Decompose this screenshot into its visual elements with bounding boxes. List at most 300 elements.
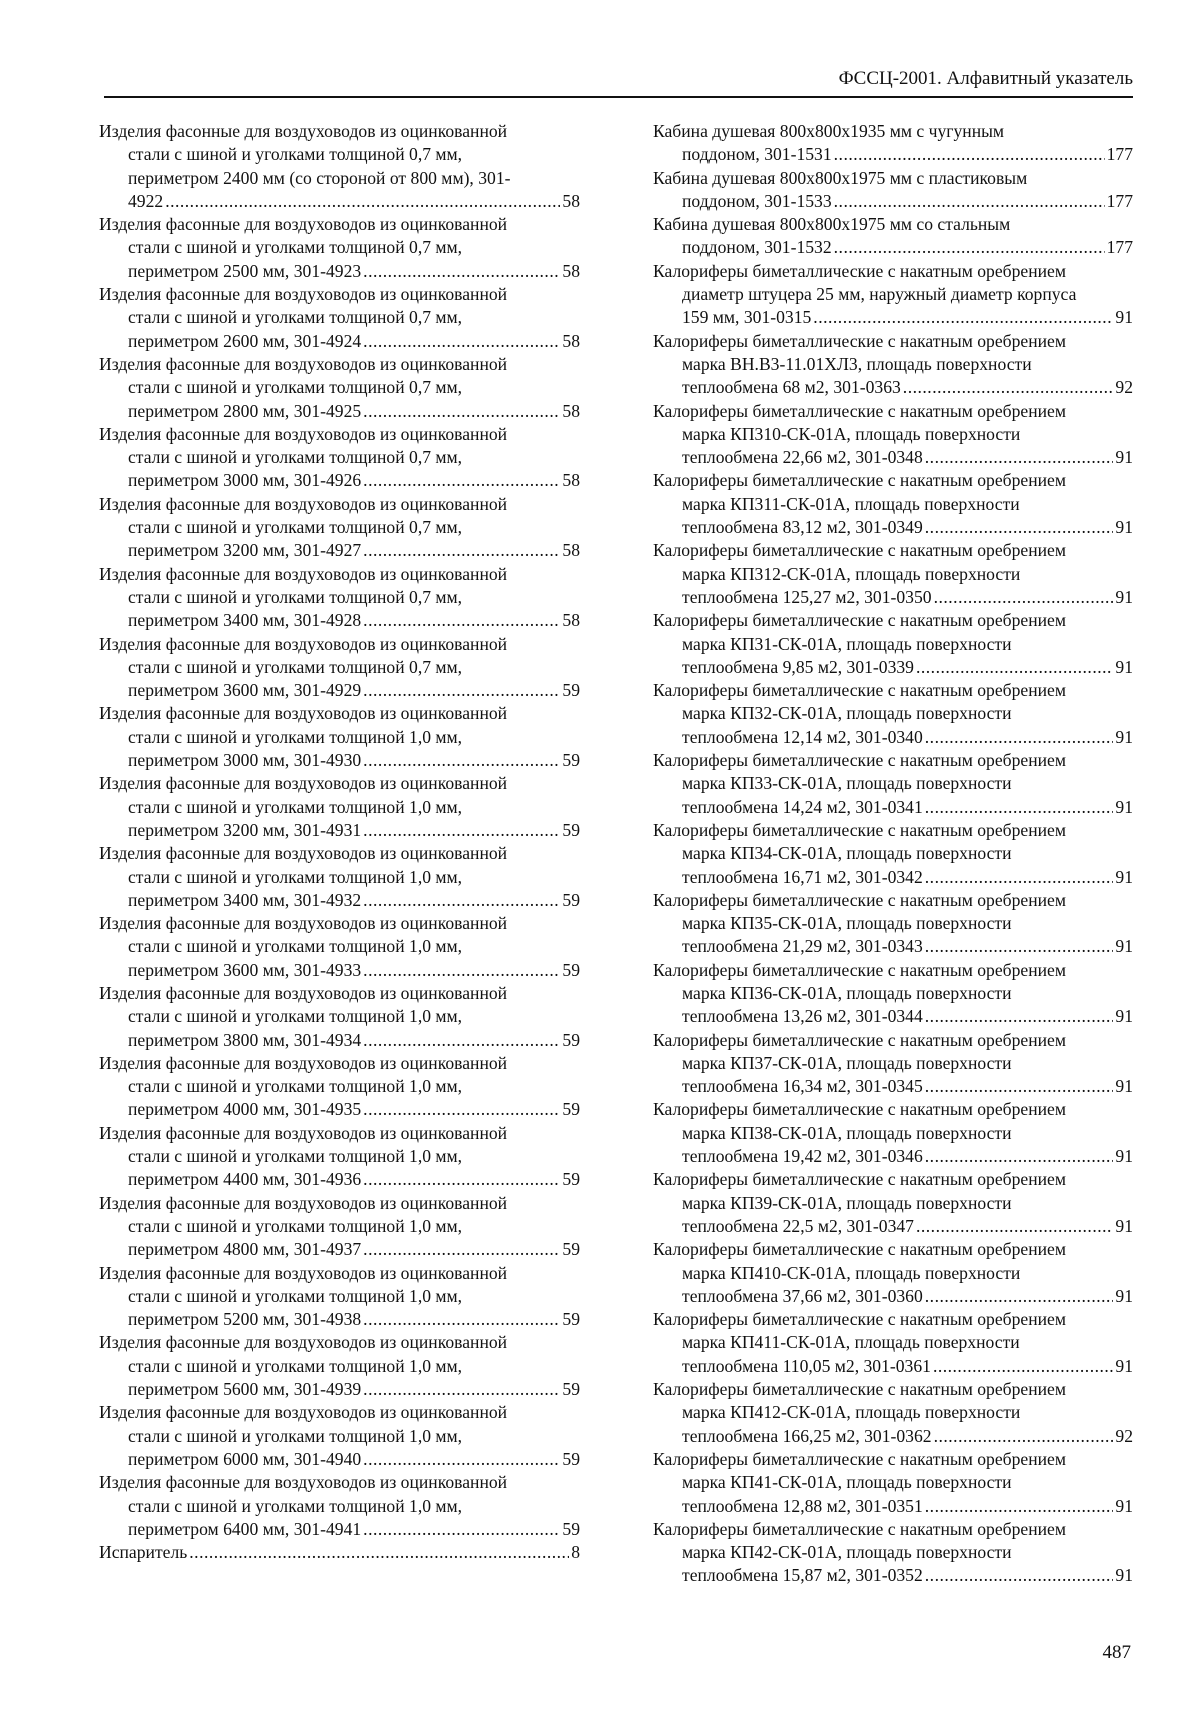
entry-page-ref: 91 bbox=[1115, 726, 1133, 747]
entry-text: стали с шиной и уголками толщиной 0,7 мм, bbox=[128, 377, 463, 398]
entry-text: Калориферы биметаллические с накатным оребрением bbox=[653, 1169, 1066, 1190]
dot-leader bbox=[363, 1448, 560, 1471]
entry-text: стали с шиной и уголками толщиной 0,7 мм, bbox=[128, 517, 463, 538]
entry-text: Изделия фасонные для воздуховодов из оцинкованной bbox=[99, 982, 508, 1003]
dot-leader bbox=[363, 400, 560, 423]
entry-text: теплообмена 13,26 м2, 301-0344 bbox=[682, 1006, 923, 1027]
dot-leader bbox=[363, 609, 560, 632]
entry-page-ref: 59 bbox=[562, 1239, 580, 1260]
entry-page-ref: 91 bbox=[1115, 866, 1133, 887]
entry-text: теплообмена 37,66 м2, 301-0360 bbox=[682, 1285, 923, 1306]
entry-page-ref: 91 bbox=[1115, 656, 1133, 677]
entry-page-ref: 91 bbox=[1115, 447, 1133, 468]
dot-leader bbox=[363, 260, 560, 283]
index-entry bbox=[653, 539, 1133, 609]
entry-text: Кабина душевая 800х800х1975 мм с пластиковым bbox=[653, 167, 1028, 188]
entry-text: Изделия фасонные для воздуховодов из оцинкованной bbox=[99, 353, 508, 374]
entry-text: 4922 bbox=[128, 190, 164, 211]
index-entry bbox=[99, 772, 580, 842]
entry-text: марка КП31-СК-01А, площадь поверхности bbox=[682, 633, 1012, 654]
index-entry bbox=[99, 842, 580, 912]
entry-text: марка КП42-СК-01А, площадь поверхности bbox=[682, 1542, 1012, 1563]
entry-page-ref: 59 bbox=[562, 1309, 580, 1330]
entry-text: стали с шиной и уголками толщиной 1,0 мм, bbox=[128, 1355, 463, 1376]
entry-text: теплообмена 12,88 м2, 301-0351 bbox=[682, 1495, 923, 1516]
entry-text: Калориферы биметаллические с накатным оребрением bbox=[653, 889, 1066, 910]
entry-text: периметром 3200 мм, 301-4931 bbox=[128, 819, 362, 840]
dot-leader bbox=[903, 376, 1114, 399]
entry-text: теплообмена 110,05 м2, 301-0361 bbox=[682, 1355, 931, 1376]
entry-text: Изделия фасонные для воздуховодов из оцинкованной bbox=[99, 1402, 508, 1423]
index-entry bbox=[99, 702, 580, 772]
header-title: ФССЦ-2001. Алфавитный указатель bbox=[838, 68, 1133, 89]
index-entry bbox=[653, 260, 1133, 330]
entry-text: стали с шиной и уголками толщиной 1,0 мм, bbox=[128, 1146, 463, 1167]
entry-line-with-page bbox=[653, 1564, 1133, 1587]
entry-line-with-page bbox=[653, 1145, 1133, 1168]
entry-page-ref: 59 bbox=[562, 1379, 580, 1400]
entry-text: марка ВН.В3-11.01ХЛ3, площадь поверхности bbox=[682, 353, 1032, 374]
dot-leader bbox=[363, 1378, 560, 1401]
entry-line-with-page bbox=[99, 609, 580, 632]
entry-text: марка КП32-СК-01А, площадь поверхности bbox=[682, 703, 1012, 724]
entry-line-with-page bbox=[653, 376, 1133, 399]
index-entry bbox=[653, 213, 1133, 260]
dot-leader bbox=[834, 190, 1105, 213]
entry-text: теплообмена 9,85 м2, 301-0339 bbox=[682, 656, 914, 677]
entry-text: Изделия фасонные для воздуховодов из оцинкованной bbox=[99, 121, 508, 141]
entry-line-with-page bbox=[653, 1285, 1133, 1308]
entry-page-ref: 177 bbox=[1106, 237, 1133, 258]
index-entry bbox=[99, 1052, 580, 1122]
dot-leader bbox=[363, 1029, 560, 1052]
entry-page-ref: 58 bbox=[562, 190, 580, 211]
index-entry bbox=[653, 1308, 1133, 1378]
entry-text: марка КП412-СК-01А, площадь поверхности bbox=[682, 1402, 1021, 1423]
entry-text: теплообмена 12,14 м2, 301-0340 bbox=[682, 726, 923, 747]
index-entry bbox=[99, 982, 580, 1052]
entry-page-ref: 91 bbox=[1115, 1565, 1133, 1586]
index-entry bbox=[653, 330, 1133, 400]
dot-leader bbox=[925, 1145, 1114, 1168]
index-entry bbox=[653, 400, 1133, 470]
entry-text: теплообмена 16,71 м2, 301-0342 bbox=[682, 866, 923, 887]
entry-page-ref: 59 bbox=[562, 1029, 580, 1050]
entry-page-ref: 91 bbox=[1115, 1076, 1133, 1097]
entry-text: марка КП38-СК-01А, площадь поверхности bbox=[682, 1122, 1012, 1143]
entry-text: периметром 2500 мм, 301-4923 bbox=[128, 260, 362, 281]
entry-text: Изделия фасонные для воздуховодов из оцинкованной bbox=[99, 1122, 508, 1143]
dot-leader bbox=[925, 1495, 1114, 1518]
index-entry bbox=[99, 912, 580, 982]
entry-text: Калориферы биметаллические с накатным оребрением bbox=[653, 1029, 1066, 1050]
dot-leader bbox=[363, 469, 560, 492]
entry-line-with-page bbox=[653, 726, 1133, 749]
dot-leader bbox=[363, 1168, 560, 1191]
entry-text: периметром 2400 мм (со стороной от 800 мм), 301- bbox=[128, 167, 511, 188]
dot-leader bbox=[916, 656, 1113, 679]
index-entry bbox=[99, 1541, 580, 1564]
entry-page-ref: 91 bbox=[1115, 307, 1133, 328]
running-header bbox=[104, 62, 1133, 98]
entry-line-with-page bbox=[99, 959, 580, 982]
entry-page-ref: 91 bbox=[1115, 1215, 1133, 1236]
entry-line-with-page bbox=[653, 446, 1133, 469]
entry-text: Кабина душевая 800х800х1975 мм со стальным bbox=[653, 214, 1011, 235]
entry-line-with-page bbox=[653, 1355, 1133, 1378]
dot-leader bbox=[834, 143, 1105, 166]
index-entry bbox=[99, 1401, 580, 1471]
index-entry bbox=[653, 889, 1133, 959]
dot-leader bbox=[916, 1215, 1113, 1238]
entry-page-ref: 58 bbox=[562, 260, 580, 281]
entry-line-with-page bbox=[653, 1495, 1133, 1518]
entry-text: стали с шиной и уголками толщиной 0,7 мм, bbox=[128, 237, 463, 258]
entry-text: стали с шиной и уголками толщиной 1,0 мм, bbox=[128, 726, 463, 747]
entry-line-with-page bbox=[653, 236, 1133, 259]
entry-page-ref: 92 bbox=[1115, 377, 1133, 398]
entry-text: периметром 3400 мм, 301-4928 bbox=[128, 610, 362, 631]
dot-leader bbox=[363, 1518, 560, 1541]
dot-leader bbox=[925, 1075, 1114, 1098]
entry-text: периметром 3400 мм, 301-4932 bbox=[128, 889, 362, 910]
entry-page-ref: 92 bbox=[1115, 1425, 1133, 1446]
entry-text: периметром 3000 мм, 301-4926 bbox=[128, 470, 362, 491]
entry-text: теплообмена 21,29 м2, 301-0343 bbox=[682, 936, 923, 957]
entry-text: стали с шиной и уголками толщиной 0,7 мм, bbox=[128, 307, 463, 328]
entry-page-ref: 59 bbox=[562, 819, 580, 840]
entry-page-ref: 59 bbox=[562, 889, 580, 910]
entry-line-with-page bbox=[99, 749, 580, 772]
entry-page-ref: 59 bbox=[562, 750, 580, 771]
entry-text: марка КП411-СК-01А, площадь поверхности bbox=[682, 1332, 1020, 1353]
entry-text: теплообмена 16,34 м2, 301-0345 bbox=[682, 1076, 923, 1097]
entry-text: Изделия фасонные для воздуховодов из оцинкованной bbox=[99, 703, 508, 724]
entry-line-with-page bbox=[653, 1425, 1133, 1448]
entry-line-with-page bbox=[99, 400, 580, 423]
entry-text: Калориферы биметаллические с накатным оребрением bbox=[653, 400, 1066, 421]
entry-text: периметром 2800 мм, 301-4925 bbox=[128, 400, 362, 421]
entry-page-ref: 8 bbox=[571, 1542, 580, 1563]
dot-leader bbox=[813, 306, 1113, 329]
entry-text: стали с шиной и уголками толщиной 1,0 мм, bbox=[128, 866, 463, 887]
index-entry bbox=[99, 1262, 580, 1332]
entry-page-ref: 58 bbox=[562, 540, 580, 561]
entry-text: периметром 3600 мм, 301-4929 bbox=[128, 680, 362, 701]
entry-line-with-page bbox=[653, 866, 1133, 889]
entry-line-with-page bbox=[653, 796, 1133, 819]
entry-text: Калориферы биметаллические с накатным оребрением bbox=[653, 1099, 1066, 1120]
dot-leader bbox=[934, 1425, 1114, 1448]
entry-text: Калориферы биметаллические с накатным оребрением bbox=[653, 750, 1066, 771]
dot-leader bbox=[925, 1285, 1114, 1308]
entry-text: периметром 3800 мм, 301-4934 bbox=[128, 1029, 362, 1050]
dot-leader bbox=[925, 516, 1114, 539]
index-entry bbox=[653, 959, 1133, 1029]
entry-text: марка КП35-СК-01А, площадь поверхности bbox=[682, 913, 1012, 934]
entry-line-with-page bbox=[653, 1215, 1133, 1238]
dot-leader bbox=[934, 586, 1114, 609]
entry-line-with-page bbox=[653, 516, 1133, 539]
entry-text: марка КП410-СК-01А, площадь поверхности bbox=[682, 1262, 1021, 1283]
index-entry bbox=[653, 679, 1133, 749]
entry-text: Изделия фасонные для воздуховодов из оцинкованной bbox=[99, 214, 508, 235]
entry-text: периметром 4400 мм, 301-4936 bbox=[128, 1169, 362, 1190]
dot-leader bbox=[925, 935, 1114, 958]
entry-page-ref: 59 bbox=[562, 680, 580, 701]
entry-line-with-page bbox=[99, 1378, 580, 1401]
entry-text: марка КП41-СК-01А, площадь поверхности bbox=[682, 1472, 1012, 1493]
index-entry bbox=[653, 469, 1133, 539]
index-column-right bbox=[653, 120, 1133, 1588]
entry-text: теплообмена 14,24 м2, 301-0341 bbox=[682, 796, 923, 817]
entry-page-ref: 59 bbox=[562, 959, 580, 980]
entry-text: стали с шиной и уголками толщиной 1,0 мм, bbox=[128, 936, 463, 957]
index-entry bbox=[653, 167, 1133, 214]
index-entry bbox=[653, 609, 1133, 679]
entry-text: теплообмена 15,87 м2, 301-0352 bbox=[682, 1565, 923, 1586]
entry-text: Изделия фасонные для воздуховодов из оцинкованной bbox=[99, 913, 508, 934]
entry-text: Изделия фасонные для воздуховодов из оцинкованной bbox=[99, 1262, 508, 1283]
dot-leader bbox=[925, 726, 1114, 749]
entry-text: периметром 4800 мм, 301-4937 bbox=[128, 1239, 362, 1260]
entry-text: Калориферы биметаллические с накатным оребрением bbox=[653, 260, 1066, 281]
entry-page-ref: 177 bbox=[1106, 144, 1133, 165]
entry-line-with-page bbox=[99, 1308, 580, 1331]
entry-text: теплообмена 166,25 м2, 301-0362 bbox=[682, 1425, 932, 1446]
entry-line-with-page bbox=[99, 1448, 580, 1471]
entry-text: периметром 6000 мм, 301-4940 bbox=[128, 1448, 362, 1469]
entry-text: Испаритель bbox=[99, 1542, 188, 1563]
entry-text: Изделия фасонные для воздуховодов из оцинкованной bbox=[99, 633, 508, 654]
entry-page-ref: 177 bbox=[1106, 190, 1133, 211]
index-entry bbox=[99, 1471, 580, 1541]
index-entry bbox=[99, 493, 580, 563]
dot-leader bbox=[363, 1238, 560, 1261]
index-entry bbox=[653, 819, 1133, 889]
entry-text: Изделия фасонные для воздуховодов из оцинкованной bbox=[99, 1332, 508, 1353]
entry-line-with-page bbox=[653, 656, 1133, 679]
entry-text: теплообмена 22,66 м2, 301-0348 bbox=[682, 447, 923, 468]
dot-leader bbox=[925, 446, 1114, 469]
entry-text: Калориферы биметаллические с накатным оребрением bbox=[653, 1309, 1066, 1330]
entry-line-with-page bbox=[653, 306, 1133, 329]
entry-page-ref: 91 bbox=[1115, 1355, 1133, 1376]
index-entry bbox=[653, 1098, 1133, 1168]
dot-leader bbox=[925, 1564, 1114, 1587]
entry-text: периметром 3600 мм, 301-4933 bbox=[128, 959, 362, 980]
entry-text: теплообмена 22,5 м2, 301-0347 bbox=[682, 1215, 914, 1236]
index-entry bbox=[653, 1518, 1133, 1588]
index-entry bbox=[653, 749, 1133, 819]
entry-text: Изделия фасонные для воздуховодов из оцинкованной bbox=[99, 563, 508, 584]
entry-text: Изделия фасонные для воздуховодов из оцинкованной bbox=[99, 423, 508, 444]
entry-text: марка КП311-СК-01А, площадь поверхности bbox=[682, 493, 1020, 514]
entry-text: 159 мм, 301-0315 bbox=[682, 307, 812, 328]
entry-text: стали с шиной и уголками толщиной 0,7 мм, bbox=[128, 656, 463, 677]
entry-text: Калориферы биметаллические с накатным оребрением bbox=[653, 680, 1066, 701]
entry-line-with-page bbox=[99, 889, 580, 912]
entry-text: теплообмена 83,12 м2, 301-0349 bbox=[682, 517, 923, 538]
entry-line-with-page bbox=[653, 1075, 1133, 1098]
dot-leader bbox=[363, 330, 560, 353]
entry-line-with-page bbox=[99, 260, 580, 283]
entry-text: периметром 3200 мм, 301-4927 bbox=[128, 540, 362, 561]
entry-text: Изделия фасонные для воздуховодов из оцинкованной bbox=[99, 493, 508, 514]
entry-text: Калориферы биметаллические с накатным оребрением bbox=[653, 330, 1066, 351]
entry-line-with-page bbox=[653, 935, 1133, 958]
entry-page-ref: 59 bbox=[562, 1448, 580, 1469]
entry-text: стали с шиной и уголками толщиной 1,0 мм, bbox=[128, 1285, 463, 1306]
index-entry bbox=[99, 1122, 580, 1192]
entry-text: поддоном, 301-1532 bbox=[682, 237, 832, 258]
entry-text: стали с шиной и уголками толщиной 1,0 мм, bbox=[128, 1425, 463, 1446]
dot-leader bbox=[363, 1308, 560, 1331]
dot-leader bbox=[925, 866, 1114, 889]
entry-text: стали с шиной и уголками толщиной 1,0 мм, bbox=[128, 1495, 463, 1516]
entry-text: Калориферы биметаллические с накатным оребрением bbox=[653, 1448, 1066, 1469]
entry-page-ref: 59 bbox=[562, 1518, 580, 1539]
entry-text: стали с шиной и уголками толщиной 0,7 мм, bbox=[128, 144, 463, 165]
entry-text: Изделия фасонные для воздуховодов из оцинкованной bbox=[99, 1472, 508, 1493]
entry-text: теплообмена 19,42 м2, 301-0346 bbox=[682, 1146, 923, 1167]
entry-page-ref: 58 bbox=[562, 470, 580, 491]
entry-text: Изделия фасонные для воздуховодов из оцинкованной bbox=[99, 773, 508, 794]
entry-text: Калориферы биметаллические с накатным оребрением bbox=[653, 1518, 1066, 1539]
dot-leader bbox=[925, 1005, 1114, 1028]
index-entry bbox=[653, 1168, 1133, 1238]
index-entry bbox=[653, 120, 1133, 167]
index-entry bbox=[99, 563, 580, 633]
entry-page-ref: 91 bbox=[1115, 796, 1133, 817]
entry-line-with-page bbox=[99, 1098, 580, 1121]
entry-text: периметром 3000 мм, 301-4930 bbox=[128, 750, 362, 771]
entry-line-with-page bbox=[99, 330, 580, 353]
index-entry bbox=[99, 120, 580, 213]
entry-line-with-page bbox=[99, 1541, 580, 1564]
dot-leader bbox=[363, 539, 560, 562]
entry-text: стали с шиной и уголками толщиной 1,0 мм, bbox=[128, 1215, 463, 1236]
dot-leader bbox=[165, 190, 560, 213]
entry-text: марка КП37-СК-01А, площадь поверхности bbox=[682, 1052, 1012, 1073]
index-entry bbox=[99, 283, 580, 353]
entry-text: стали с шиной и уголками толщиной 0,7 мм, bbox=[128, 447, 463, 468]
entry-line-with-page bbox=[653, 1005, 1133, 1028]
index-entry bbox=[653, 1029, 1133, 1099]
entry-page-ref: 59 bbox=[562, 1169, 580, 1190]
entry-text: периметром 4000 мм, 301-4935 bbox=[128, 1099, 362, 1120]
page-number: 487 bbox=[1102, 1642, 1131, 1663]
index-column-left bbox=[99, 120, 580, 1564]
entry-line-with-page bbox=[99, 1238, 580, 1261]
entry-page-ref: 91 bbox=[1115, 1285, 1133, 1306]
entry-text: Изделия фасонные для воздуховодов из оцинкованной bbox=[99, 843, 508, 864]
entry-line-with-page bbox=[653, 143, 1133, 166]
entry-text: Калориферы биметаллические с накатным оребрением bbox=[653, 610, 1066, 631]
entry-page-ref: 91 bbox=[1115, 517, 1133, 538]
dot-leader bbox=[189, 1541, 569, 1564]
entry-line-with-page bbox=[99, 1029, 580, 1052]
entry-page-ref: 91 bbox=[1115, 1006, 1133, 1027]
entry-text: марка КП310-СК-01А, площадь поверхности bbox=[682, 423, 1021, 444]
index-entry bbox=[653, 1238, 1133, 1308]
index-entry bbox=[99, 213, 580, 283]
entry-line-with-page bbox=[653, 190, 1133, 213]
entry-text: теплообмена 68 м2, 301-0363 bbox=[682, 377, 901, 398]
dot-leader bbox=[363, 819, 560, 842]
entry-page-ref: 58 bbox=[562, 400, 580, 421]
dot-leader bbox=[363, 679, 560, 702]
entry-text: теплообмена 125,27 м2, 301-0350 bbox=[682, 586, 932, 607]
index-entry bbox=[653, 1378, 1133, 1448]
entry-text: Изделия фасонные для воздуховодов из оцинкованной bbox=[99, 284, 508, 305]
entry-text: периметром 5600 мм, 301-4939 bbox=[128, 1379, 362, 1400]
entry-text: Калориферы биметаллические с накатным оребрением bbox=[653, 959, 1066, 980]
index-entry bbox=[653, 1448, 1133, 1518]
entry-text: Калориферы биметаллические с накатным оребрением bbox=[653, 1239, 1066, 1260]
dot-leader bbox=[363, 889, 560, 912]
entry-text: поддоном, 301-1531 bbox=[682, 144, 832, 165]
entry-text: периметром 2600 мм, 301-4924 bbox=[128, 330, 362, 351]
entry-text: Калориферы биметаллические с накатным оребрением bbox=[653, 470, 1066, 491]
entry-text: поддоном, 301-1533 bbox=[682, 190, 832, 211]
entry-line-with-page bbox=[99, 539, 580, 562]
entry-text: марка КП34-СК-01А, площадь поверхности bbox=[682, 843, 1012, 864]
index-entry bbox=[99, 1331, 580, 1401]
entry-text: периметром 6400 мм, 301-4941 bbox=[128, 1518, 362, 1539]
entry-text: Изделия фасонные для воздуховодов из оцинкованной bbox=[99, 1192, 508, 1213]
entry-line-with-page bbox=[99, 469, 580, 492]
dot-leader bbox=[834, 236, 1105, 259]
entry-line-with-page bbox=[653, 586, 1133, 609]
entry-page-ref: 58 bbox=[562, 610, 580, 631]
entry-text: стали с шиной и уголками толщиной 0,7 мм, bbox=[128, 586, 463, 607]
entry-page-ref: 91 bbox=[1115, 936, 1133, 957]
entry-line-with-page bbox=[99, 1168, 580, 1191]
entry-page-ref: 91 bbox=[1115, 1495, 1133, 1516]
entry-line-with-page bbox=[99, 819, 580, 842]
entry-text: марка КП39-СК-01А, площадь поверхности bbox=[682, 1192, 1012, 1213]
entry-text: марка КП36-СК-01А, площадь поверхности bbox=[682, 982, 1012, 1003]
entry-text: диаметр штуцера 25 мм, наружный диаметр корпуса bbox=[682, 284, 1077, 305]
entry-line-with-page bbox=[99, 190, 580, 213]
entry-page-ref: 91 bbox=[1115, 1146, 1133, 1167]
entry-text: стали с шиной и уголками толщиной 1,0 мм, bbox=[128, 796, 463, 817]
entry-line-with-page bbox=[99, 1518, 580, 1541]
entry-text: Изделия фасонные для воздуховодов из оцинкованной bbox=[99, 1052, 508, 1073]
dot-leader bbox=[363, 959, 560, 982]
entry-text: стали с шиной и уголками толщиной 1,0 мм, bbox=[128, 1006, 463, 1027]
entry-text: Кабина душевая 800х800х1935 мм с чугунным bbox=[653, 121, 1005, 141]
entry-text: стали с шиной и уголками толщиной 1,0 мм, bbox=[128, 1076, 463, 1097]
dot-leader bbox=[933, 1355, 1113, 1378]
entry-text: марка КП312-СК-01А, площадь поверхности bbox=[682, 563, 1021, 584]
entry-text: Калориферы биметаллические с накатным оребрением bbox=[653, 819, 1066, 840]
dot-leader bbox=[363, 749, 560, 772]
entry-text: марка КП33-СК-01А, площадь поверхности bbox=[682, 773, 1012, 794]
entry-text: Калориферы биметаллические с накатным оребрением bbox=[653, 1379, 1066, 1400]
entry-page-ref: 58 bbox=[562, 330, 580, 351]
entry-line-with-page bbox=[99, 679, 580, 702]
entry-text: периметром 5200 мм, 301-4938 bbox=[128, 1309, 362, 1330]
entry-text: Калориферы биметаллические с накатным оребрением bbox=[653, 540, 1066, 561]
entry-page-ref: 91 bbox=[1115, 586, 1133, 607]
index-entry bbox=[99, 1192, 580, 1262]
dot-leader bbox=[925, 796, 1114, 819]
entry-page-ref: 59 bbox=[562, 1099, 580, 1120]
index-entry bbox=[99, 633, 580, 703]
index-entry bbox=[99, 423, 580, 493]
